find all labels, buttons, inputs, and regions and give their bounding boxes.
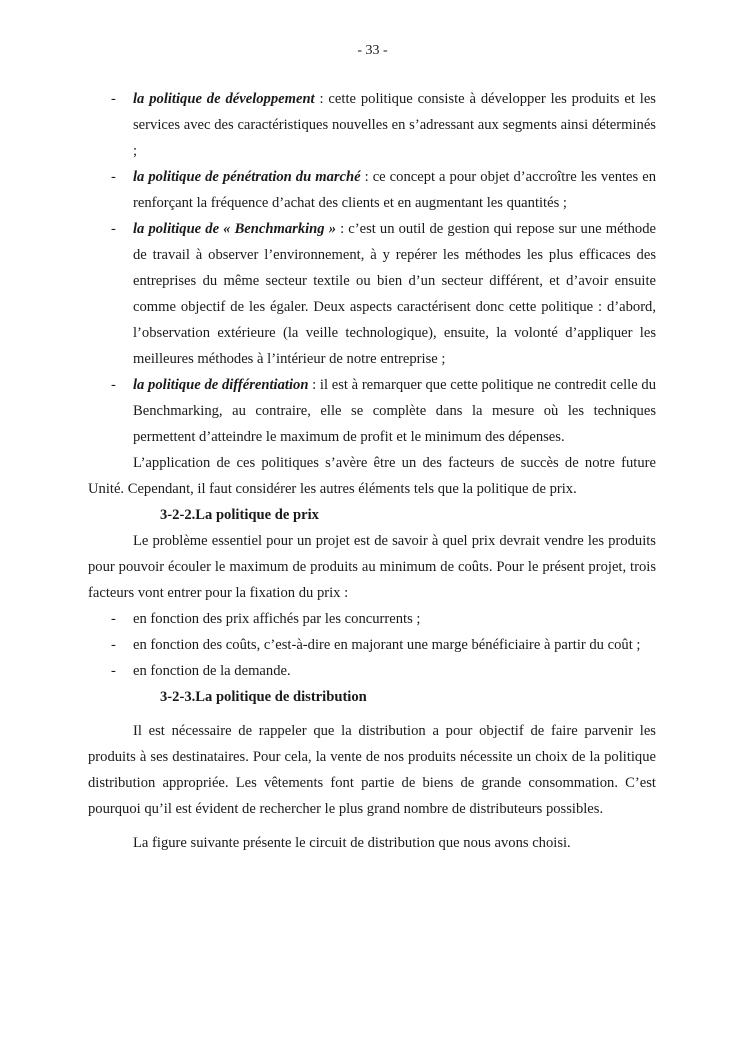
policy-term: la politique de « Benchmarking »: [133, 221, 336, 237]
paragraph-prix: Le problème essentiel pour un projet est de savoir à quel prix devrait vendre les produits pour pouvoir écouler le maximum de produits au minimum de coûts. Pour le présent projet, trois facteurs vont entrer pour la fixation du prix :: [88, 533, 656, 601]
bullet-dash: -: [111, 91, 116, 107]
policy-text: : il est à remarquer que cette politique ne contredit celle du Benchmarking, au contraire, elle se complète dans la mesure où les techniques permettent d’atteindre le maximum de profit et le minimum des dépenses.: [133, 377, 656, 445]
price-factor-text: en fonction des coûts, c’est-à-dire en majorant une marge bénéficiaire à partir du coût ;: [133, 637, 641, 653]
price-factor-text: en fonction de la demande.: [133, 663, 291, 679]
page-content: [88, 86, 656, 856]
price-factor-text: en fonction des prix affichés par les concurrents ;: [133, 611, 421, 627]
bullet-dash: -: [111, 611, 116, 627]
policy-text: : cette politique consiste à développer les produits et les services avec des caractéristiques nouvelles en s’adressant aux segments ainsi déterminés ;: [133, 91, 656, 159]
spacer: [88, 822, 656, 830]
list-item-price-factor: [88, 658, 656, 684]
bullet-dash: -: [111, 377, 116, 393]
page-number: - 33 -: [357, 43, 388, 58]
spacer: [88, 710, 656, 718]
paragraph-figure-intro: La figure suivante présente le circuit de distribution que nous avons choisi.: [133, 835, 571, 851]
bullet-dash: -: [111, 169, 116, 185]
list-item-differentiation: [88, 372, 656, 450]
policy-term: la politique de développement: [133, 91, 315, 107]
policy-term: la politique de différentiation: [133, 377, 309, 393]
bullet-dash: -: [111, 221, 116, 237]
list-item-penetration: [88, 164, 656, 216]
bullet-dash: -: [111, 663, 116, 679]
policy-text: : c’est un outil de gestion qui repose sur une méthode de travail à observer l’environnement, à y repérer les méthodes les plus efficaces des entreprises du même secteur textile ou bien d’un secteur différent, et d’avoir ensuite comme objectif de les égaler. Deux aspects caractérisent donc cette politique : d’abord, l’observation extérieure (la veille technologique), ensuite, la volonté d’appliquer les meilleures méthodes à l’intérieur de notre entreprise ;: [133, 221, 656, 367]
list-item-developpement: [88, 86, 656, 164]
policy-term: la politique de pénétration du marché: [133, 169, 361, 185]
policy-text: : ce concept a pour objet d’accroître les ventes en renforçant la fréquence d’achat des clients et en augmentant les quantités ;: [133, 169, 656, 211]
paragraph-distribution: Il est nécessaire de rappeler que la distribution a pour objectif de faire parvenir les produits à ses destinataires. Pour cela, la vente de nos produits nécessite un choix de la politique distribution appropriée. Les vêtements font partie de biens de grande consommation. C’est pourquoi qu’il est évident de rechercher le plus grand nombre de distributeurs possibles.: [88, 723, 656, 817]
bullet-dash: -: [111, 637, 116, 653]
list-item-price-factor: [88, 632, 656, 658]
list-item-benchmarking: [88, 216, 656, 372]
section-heading-prix: 3-2-2.La politique de prix: [160, 507, 319, 523]
paragraph-application: L’application de ces politiques s’avère être un des facteurs de succès de notre future Unité. Cependant, il faut considérer les autres éléments tels que la politique de prix.: [88, 455, 656, 497]
list-item-price-factor: [88, 606, 656, 632]
section-heading-distribution: 3-2-3.La politique de distribution: [160, 689, 367, 705]
